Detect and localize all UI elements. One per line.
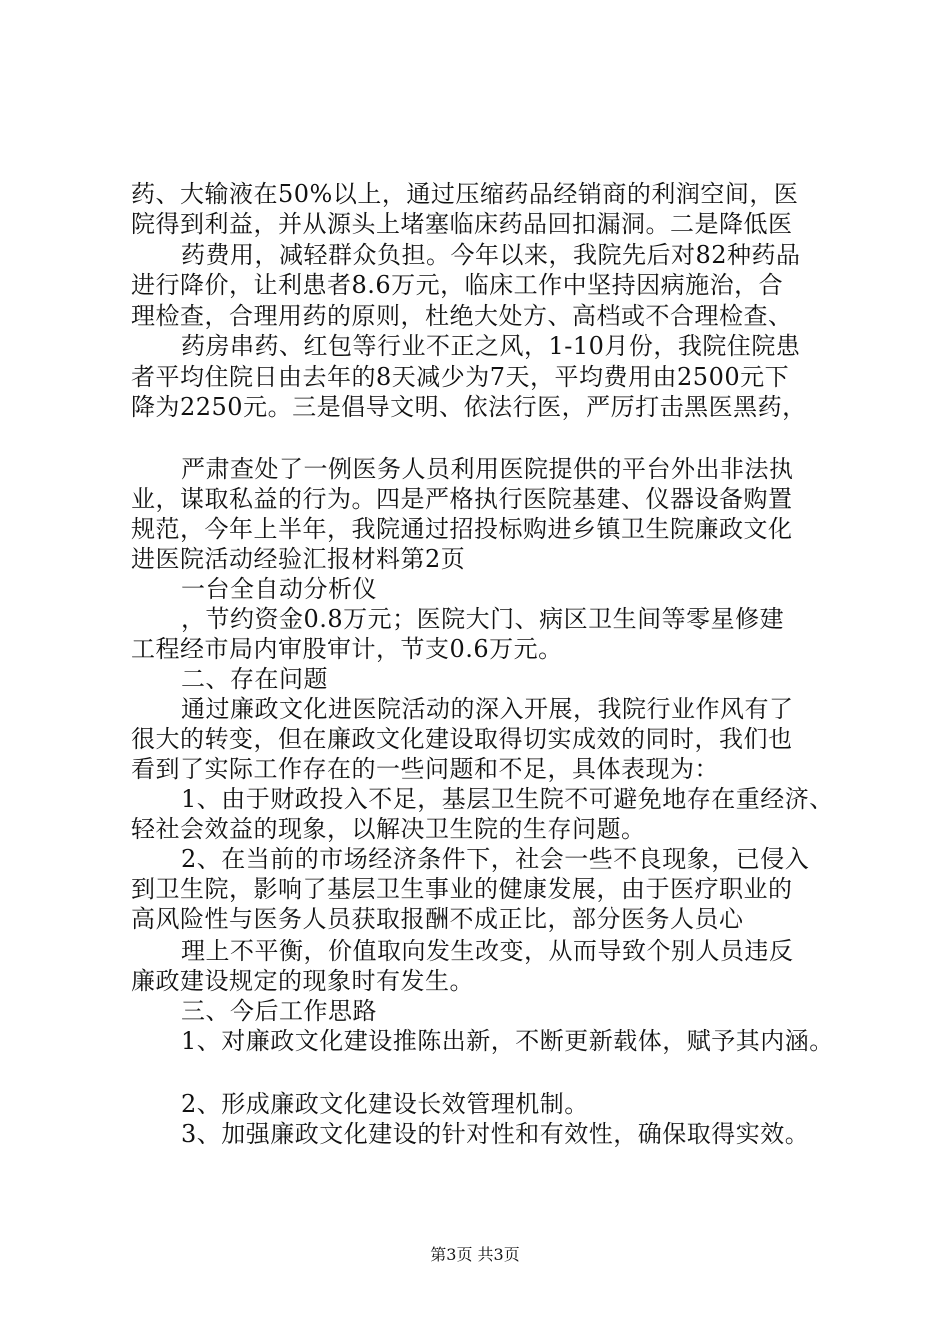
text-line: 1、对廉政文化建设推陈出新，不断更新载体，赋予其内涵。 [181,1027,834,1055]
text-line: 院得到利益，并从源头上堵塞临床药品回扣漏洞。二是降低医 [131,210,793,238]
text-line: 看到了实际工作存在的一些问题和不足，具体表现为： [131,755,719,783]
text-line: 2、在当前的市场经济条件下，社会一些不良现象，已侵入 [181,845,810,873]
text-line: 一台全自动分析仪 [181,575,377,603]
text-line: 药、大输液在50%以上，通过压缩药品经销商的利润空间，医 [131,180,799,208]
text-line: 廉政建设规定的现象时有发生。 [131,967,474,995]
text-line: 到卫生院，影响了基层卫生事业的健康发展，由于医疗职业的 [131,875,793,903]
text-line: 1、由于财政投入不足，基层卫生院不可避免地存在重经济、 [181,785,834,813]
text-line: 者平均住院日由去年的8天减少为7天，平均费用由2500元下 [131,363,790,391]
text-line: 2、形成廉政文化建设长效管理机制。 [181,1090,589,1118]
text-line: 轻社会效益的现象，以解决卫生院的生存问题。 [131,815,646,843]
text-line: 业，谋取私益的行为。四是严格执行医院基建、仪器设备购置 [131,485,793,513]
text-line: 严肃查处了一例医务人员利用医院提供的平台外出非法执 [181,455,794,483]
text-line: 通过廉政文化进医院活动的深入开展，我院行业作风有了 [181,695,794,723]
text-line: 进行降价，让利患者8.6万元，临床工作中坚持因病施治，合 [131,271,784,299]
section-heading: 二、存在问题 [181,665,328,693]
text-line: 规范，今年上半年，我院通过招投标购进乡镇卫生院廉政文化 [131,515,793,543]
text-line: 高风险性与医务人员获取报酬不成正比，部分医务人员心 [131,905,744,933]
section-heading: 三、今后工作思路 [181,997,377,1025]
text-line: 药房串药、红包等行业不正之风，1-10月份，我院住院患 [181,332,801,360]
text-line: 理检查，合理用药的原则，杜绝大处方、高档或不合理检查、 [131,302,793,330]
text-line: 很大的转变，但在廉政文化建设取得切实成效的同时，我们也 [131,725,793,753]
text-line: 理上不平衡，价值取向发生改变，从而导致个别人员违反 [181,937,794,965]
page-number-footer: 第3页 共3页 [430,1245,520,1264]
text-line: 药费用，减轻群众负担。今年以来，我院先后对82种药品 [181,241,801,269]
text-line: 进医院活动经验汇报材料第2页 [131,545,466,573]
text-line: ，节约资金0.8万元；医院大门、病区卫生间等零星修建 [181,605,785,633]
text-line: 工程经市局内审股审计，节支0.6万元。 [131,635,563,663]
text-line: 3、加强廉政文化建设的针对性和有效性，确保取得实效。 [181,1120,810,1148]
text-line: 降为2250元。三是倡导文明、依法行医，严厉打击黑医黑药， [131,393,807,421]
